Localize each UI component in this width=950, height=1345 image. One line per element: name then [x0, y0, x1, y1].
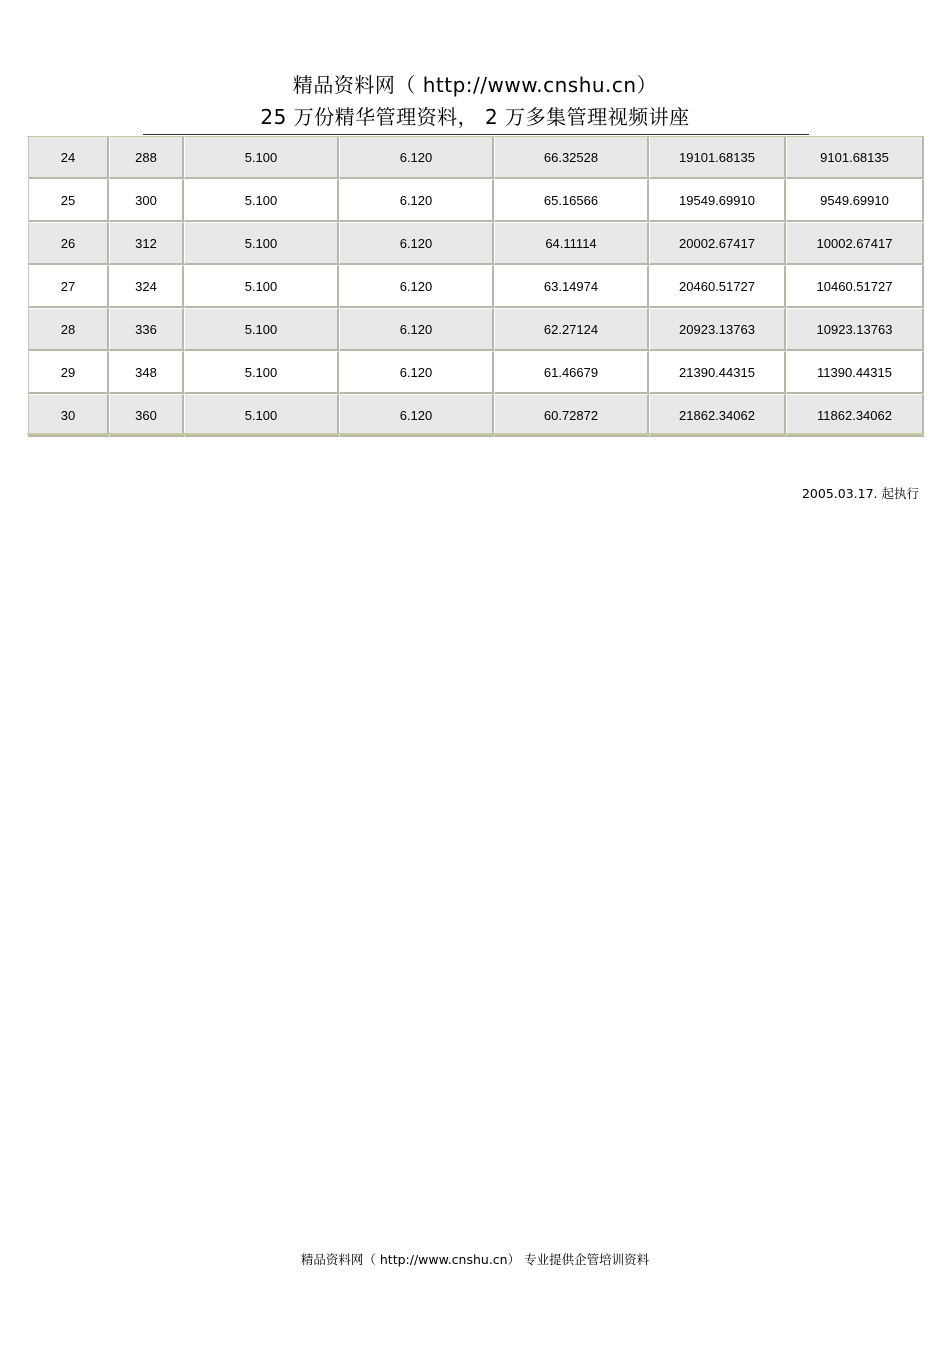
table-cell: 6.120 [339, 222, 494, 265]
header-subtitle-line: 25 万份精华管理资料， 2 万多集管理视频讲座 [260, 105, 690, 129]
table-cell: 288 [109, 136, 184, 179]
table-cell: 9101.68135 [786, 136, 924, 179]
table-cell: 25 [28, 179, 109, 222]
table-cell: 6.120 [339, 351, 494, 394]
table-cell: 6.120 [339, 394, 494, 437]
table-cell: 10460.51727 [786, 265, 924, 308]
table-cell: 20923.13763 [649, 308, 786, 351]
table-cell: 10002.67417 [786, 222, 924, 265]
table-row [28, 265, 924, 308]
table-cell: 21390.44315 [649, 351, 786, 394]
table-cell: 61.46679 [494, 351, 649, 394]
table-cell: 336 [109, 308, 184, 351]
table-row [28, 222, 924, 265]
table-cell: 26 [28, 222, 109, 265]
page-footer: 精品资料网（ http://www.cnshu.cn） 专业提供企管培训资料 [300, 1252, 650, 1267]
table-row [28, 351, 924, 394]
table-cell: 66.32528 [494, 136, 649, 179]
table-cell: 62.27124 [494, 308, 649, 351]
loan-repayment-table [28, 136, 924, 437]
table-row [28, 394, 924, 437]
table-cell: 65.16566 [494, 179, 649, 222]
table-cell: 30 [28, 394, 109, 437]
table-cell: 5.100 [184, 265, 339, 308]
table-cell: 19549.69910 [649, 179, 786, 222]
table-cell: 64.11114 [494, 222, 649, 265]
table-cell: 5.100 [184, 222, 339, 265]
table-cell: 28 [28, 308, 109, 351]
table-cell: 29 [28, 351, 109, 394]
table-cell: 6.120 [339, 265, 494, 308]
table-cell: 360 [109, 394, 184, 437]
effective-date-note: 2005.03.17. 起执行 [801, 486, 919, 501]
table-cell: 20002.67417 [649, 222, 786, 265]
table-cell: 9549.69910 [786, 179, 924, 222]
table-cell: 27 [28, 265, 109, 308]
table-row [28, 179, 924, 222]
table-cell: 11862.34062 [786, 394, 924, 437]
table-body [28, 136, 924, 437]
table-cell: 300 [109, 179, 184, 222]
table-cell: 10923.13763 [786, 308, 924, 351]
table-cell: 60.72872 [494, 394, 649, 437]
table-cell: 11390.44315 [786, 351, 924, 394]
table-cell: 5.100 [184, 394, 339, 437]
table-cell: 21862.34062 [649, 394, 786, 437]
table-cell: 6.120 [339, 179, 494, 222]
table-row [28, 136, 924, 179]
table-cell: 24 [28, 136, 109, 179]
table-cell: 6.120 [339, 308, 494, 351]
table-cell: 5.100 [184, 308, 339, 351]
table-cell: 312 [109, 222, 184, 265]
table-cell: 63.14974 [494, 265, 649, 308]
table-cell: 348 [109, 351, 184, 394]
page-header [0, 68, 950, 132]
table-cell: 6.120 [339, 136, 494, 179]
table-cell: 20460.51727 [649, 265, 786, 308]
table-cell: 19101.68135 [649, 136, 786, 179]
table-row [28, 308, 924, 351]
table-cell: 5.100 [184, 351, 339, 394]
header-title-line: 精品资料网（ http://www.cnshu.cn） [292, 73, 658, 97]
header-divider [143, 134, 809, 135]
table-cell: 324 [109, 265, 184, 308]
table-cell: 5.100 [184, 136, 339, 179]
table-cell: 5.100 [184, 179, 339, 222]
